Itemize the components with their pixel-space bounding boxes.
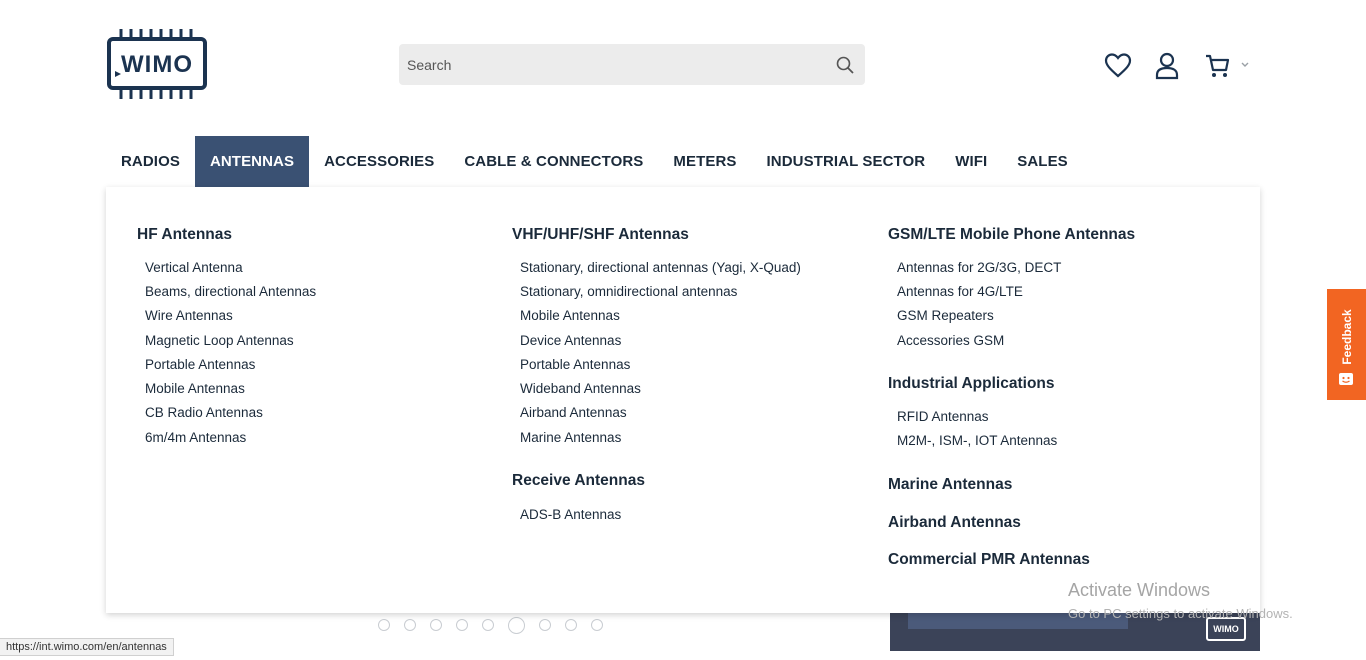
menu-link[interactable]: Stationary, directional antennas (Yagi, X-Quad) [520, 260, 801, 275]
search-icon[interactable] [835, 55, 855, 75]
nav-sales[interactable]: SALES [1017, 153, 1068, 170]
menu-link[interactable]: Device Antennas [520, 333, 622, 348]
main-nav [106, 136, 1083, 187]
menu-link[interactable]: GSM Repeaters [897, 308, 994, 323]
menu-link[interactable]: RFID Antennas [897, 409, 989, 424]
slider-dot[interactable] [565, 619, 577, 631]
menu-link[interactable]: Portable Antennas [145, 357, 256, 372]
search-input[interactable] [399, 44, 819, 85]
logo-text: WIMO [121, 51, 193, 78]
menu-link[interactable]: Marine Antennas [520, 430, 622, 445]
menu-link[interactable]: Antennas for 2G/3G, DECT [897, 260, 1062, 275]
menu-link[interactable]: Vertical Antenna [145, 260, 243, 275]
menu-link[interactable]: Magnetic Loop Antennas [145, 333, 294, 348]
windows-activation-subtitle: Go to PC settings to activate Windows. [1068, 606, 1293, 621]
slider-dot[interactable] [482, 619, 494, 631]
slider-dot-active[interactable] [508, 617, 525, 634]
nav-radios[interactable]: RADIOS [121, 153, 180, 170]
menu-link[interactable]: Portable Antennas [520, 357, 631, 372]
menu-link[interactable]: Wire Antennas [145, 308, 233, 323]
menu-link[interactable]: Antennas for 4G/LTE [897, 284, 1023, 299]
menu-group-vhf-uhf-shf-antennas[interactable]: VHF/UHF/SHF Antennas [512, 226, 689, 243]
menu-group-receive-antennas[interactable]: Receive Antennas [512, 472, 645, 489]
menu-link[interactable]: Beams, directional Antennas [145, 284, 317, 299]
menu-link[interactable]: Stationary, omnidirectional antennas [520, 284, 738, 299]
menu-link[interactable]: CB Radio Antennas [145, 405, 263, 420]
heart-icon[interactable] [1104, 52, 1132, 80]
menu-link[interactable]: ADS-B Antennas [520, 507, 622, 522]
slider-dot[interactable] [404, 619, 416, 631]
nav-meters[interactable]: METERS [673, 153, 737, 170]
menu-link[interactable]: Airband Antennas [520, 405, 627, 420]
slider-dot[interactable] [456, 619, 468, 631]
menu-link[interactable]: M2M-, ISM-, IOT Antennas [897, 433, 1058, 448]
status-bar-url: https://int.wimo.com/en/antennas [0, 638, 174, 656]
feedback-label: Feedback [1340, 309, 1354, 365]
nav-accessories[interactable]: ACCESSORIES [324, 153, 435, 170]
nav-antennas[interactable]: ANTENNAS [195, 136, 309, 187]
nav-cable-connectors[interactable]: CABLE & CONNECTORS [464, 153, 644, 170]
slider-dot[interactable] [591, 619, 603, 631]
wimo-logo[interactable] [107, 27, 207, 102]
menu-link[interactable]: Mobile Antennas [145, 381, 245, 396]
menu-link[interactable]: Accessories GSM [897, 333, 1005, 348]
feedback-tab[interactable] [1327, 289, 1366, 400]
banner-logo-badge: WIMO [1206, 617, 1246, 641]
windows-activation-title: Activate Windows [1068, 580, 1211, 600]
slider-dots [378, 617, 617, 634]
antennas-mega-menu [106, 187, 1260, 613]
menu-link[interactable]: 6m/4m Antennas [145, 430, 247, 445]
nav-wifi[interactable]: WIFI [955, 153, 988, 170]
menu-group-marine-antennas[interactable]: Marine Antennas [888, 476, 1013, 493]
slider-dot[interactable] [539, 619, 551, 631]
nav-industrial-sector[interactable]: INDUSTRIAL SECTOR [766, 153, 926, 170]
search-bar [399, 44, 865, 85]
menu-group-airband-antennas[interactable]: Airband Antennas [888, 514, 1021, 531]
menu-link[interactable]: Mobile Antennas [520, 308, 620, 323]
chevron-down-icon[interactable] [1240, 60, 1250, 70]
menu-group-industrial-applications[interactable]: Industrial Applications [888, 375, 1055, 392]
menu-group-hf-antennas[interactable]: HF Antennas [137, 226, 233, 243]
cart-icon[interactable] [1204, 52, 1232, 80]
slider-dot[interactable] [430, 619, 442, 631]
menu-group-gsm-lte-antennas[interactable]: GSM/LTE Mobile Phone Antennas [888, 226, 1136, 243]
user-icon[interactable] [1153, 52, 1181, 80]
menu-link[interactable]: Wideband Antennas [520, 381, 641, 396]
menu-group-commercial-pmr-antennas[interactable]: Commercial PMR Antennas [888, 551, 1090, 568]
slider-dot[interactable] [378, 619, 390, 631]
feedback-face-icon [1338, 372, 1354, 386]
